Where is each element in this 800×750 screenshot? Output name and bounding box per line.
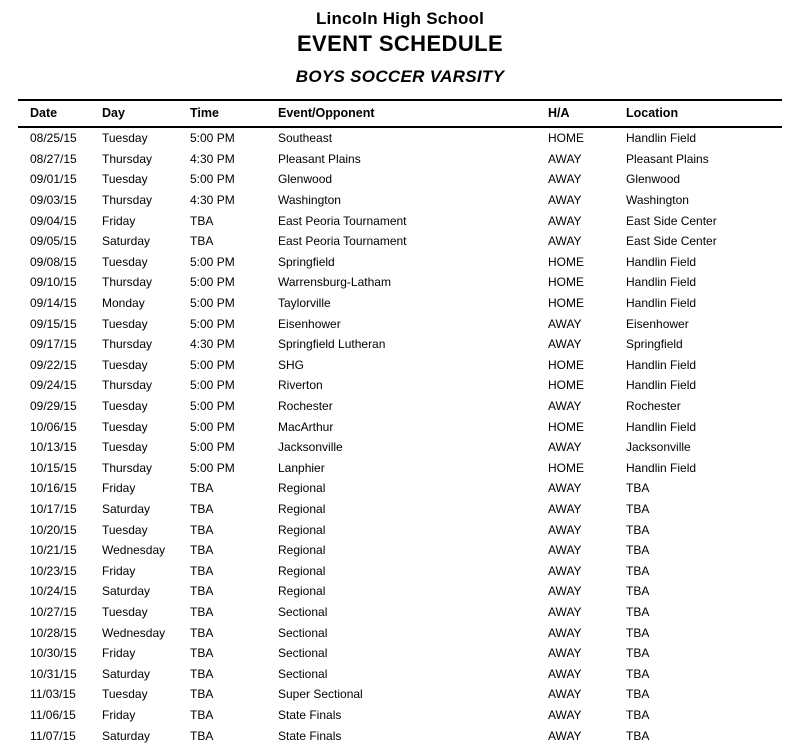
cell-time: 4:30 PM	[190, 193, 235, 208]
cell-day: Saturday	[102, 666, 151, 681]
cell-date: 09/14/15	[30, 296, 77, 311]
cell-ha: AWAY	[548, 172, 582, 187]
cell-day: Friday	[102, 646, 136, 661]
cell-day: Wednesday	[102, 543, 166, 558]
cell-date: 10/21/15	[30, 543, 77, 558]
cell-location: TBA	[626, 604, 650, 619]
cell-event: Glenwood	[278, 172, 333, 187]
cell-day: Friday	[102, 213, 136, 228]
cell-location: TBA	[626, 646, 650, 661]
table-row	[18, 458, 782, 479]
cell-time: 5:00 PM	[190, 460, 235, 475]
cell-event: Sectional	[278, 604, 328, 619]
cell-ha: AWAY	[548, 399, 582, 414]
cell-event: Sectional	[278, 666, 328, 681]
cell-location: TBA	[626, 501, 650, 516]
cell-ha: AWAY	[548, 646, 582, 661]
cell-ha: AWAY	[548, 213, 582, 228]
cell-event: Washington	[278, 193, 341, 208]
cell-ha: AWAY	[548, 193, 582, 208]
cell-day: Tuesday	[102, 440, 148, 455]
cell-day: Thursday	[102, 275, 153, 290]
cell-location: TBA	[626, 625, 650, 640]
cell-location: East Side Center	[626, 213, 717, 228]
cell-time: 5:00 PM	[190, 254, 235, 269]
cell-date: 10/27/15	[30, 604, 77, 619]
table-row	[18, 210, 782, 231]
table-row	[18, 128, 782, 149]
cell-event: Regional	[278, 481, 326, 496]
cell-day: Tuesday	[102, 316, 148, 331]
table-row	[18, 396, 782, 417]
cell-location: East Side Center	[626, 234, 717, 249]
cell-location: Handlin Field	[626, 460, 697, 475]
cell-date: 10/16/15	[30, 481, 77, 496]
column-header-event: Event/Opponent	[278, 106, 375, 120]
column-header-time: Time	[190, 106, 219, 120]
cell-location: Handlin Field	[626, 254, 697, 269]
cell-ha: AWAY	[548, 543, 582, 558]
table-row	[18, 725, 782, 746]
cell-date: 10/13/15	[30, 440, 77, 455]
cell-date: 10/15/15	[30, 460, 77, 475]
cell-day: Tuesday	[102, 604, 148, 619]
cell-time: TBA	[190, 625, 214, 640]
table-row	[18, 375, 782, 396]
cell-ha: AWAY	[548, 604, 582, 619]
cell-day: Thursday	[102, 151, 153, 166]
cell-ha: AWAY	[548, 440, 582, 455]
cell-time: TBA	[190, 234, 214, 249]
cell-day: Tuesday	[102, 419, 148, 434]
cell-date: 10/24/15	[30, 584, 77, 599]
cell-ha: AWAY	[548, 584, 582, 599]
table-row	[18, 540, 782, 561]
cell-event: Taylorville	[278, 296, 331, 311]
cell-day: Tuesday	[102, 131, 148, 146]
cell-location: Pleasant Plains	[626, 151, 709, 166]
cell-date: 11/06/15	[30, 707, 76, 722]
cell-location: Handlin Field	[626, 131, 697, 146]
cell-ha: HOME	[548, 378, 584, 393]
cell-time: 4:30 PM	[190, 151, 235, 166]
cell-ha: AWAY	[548, 337, 582, 352]
cell-event: Regional	[278, 522, 326, 537]
table-row	[18, 602, 782, 623]
table-row	[18, 416, 782, 437]
cell-location: Handlin Field	[626, 275, 697, 290]
cell-ha: HOME	[548, 296, 584, 311]
cell-event: Regional	[278, 501, 326, 516]
cell-day: Saturday	[102, 234, 151, 249]
table-row	[18, 499, 782, 520]
cell-location: TBA	[626, 522, 650, 537]
cell-time: 5:00 PM	[190, 172, 235, 187]
cell-location: Jacksonville	[626, 440, 691, 455]
cell-time: TBA	[190, 728, 214, 743]
table-header	[18, 101, 782, 128]
table-header-row	[18, 101, 782, 127]
cell-location: Handlin Field	[626, 378, 697, 393]
cell-date: 10/06/15	[30, 419, 77, 434]
cell-time: TBA	[190, 501, 214, 516]
cell-ha: AWAY	[548, 728, 582, 743]
cell-date: 10/30/15	[30, 646, 77, 661]
cell-date: 10/31/15	[30, 666, 77, 681]
cell-day: Thursday	[102, 378, 153, 393]
cell-time: TBA	[190, 604, 214, 619]
table-row	[18, 560, 782, 581]
cell-event: MacArthur	[278, 419, 334, 434]
cell-location: TBA	[626, 666, 650, 681]
cell-day: Monday	[102, 296, 145, 311]
cell-ha: HOME	[548, 275, 584, 290]
cell-date: 10/28/15	[30, 625, 77, 640]
cell-time: 5:00 PM	[190, 316, 235, 331]
cell-event: Pleasant Plains	[278, 151, 361, 166]
cell-event: Eisenhower	[278, 316, 341, 331]
cell-day: Thursday	[102, 337, 153, 352]
cell-day: Tuesday	[102, 399, 148, 414]
cell-time: TBA	[190, 707, 214, 722]
cell-time: 5:00 PM	[190, 399, 235, 414]
cell-time: TBA	[190, 584, 214, 599]
cell-date: 09/15/15	[30, 316, 77, 331]
cell-day: Saturday	[102, 501, 151, 516]
cell-day: Friday	[102, 481, 136, 496]
cell-ha: AWAY	[548, 687, 582, 702]
table-row	[18, 252, 782, 273]
cell-date: 09/08/15	[30, 254, 77, 269]
cell-date: 09/24/15	[30, 378, 77, 393]
cell-day: Tuesday	[102, 522, 148, 537]
table-row	[18, 643, 782, 664]
cell-location: TBA	[626, 728, 650, 743]
cell-location: Handlin Field	[626, 419, 697, 434]
page-title: EVENT SCHEDULE	[296, 31, 504, 56]
cell-day: Tuesday	[102, 357, 148, 372]
cell-time: 5:00 PM	[190, 275, 235, 290]
table-row	[18, 149, 782, 170]
cell-event: State Finals	[278, 728, 342, 743]
cell-time: 5:00 PM	[190, 419, 235, 434]
cell-day: Tuesday	[102, 687, 148, 702]
cell-ha: AWAY	[548, 707, 582, 722]
cell-date: 10/23/15	[30, 563, 77, 578]
cell-event: State Finals	[278, 707, 342, 722]
cell-location: Handlin Field	[626, 357, 697, 372]
cell-ha: AWAY	[548, 481, 582, 496]
cell-location: TBA	[626, 707, 650, 722]
cell-time: TBA	[190, 666, 214, 681]
cell-event: Springfield Lutheran	[278, 337, 386, 352]
cell-date: 09/29/15	[30, 399, 77, 414]
cell-ha: HOME	[548, 419, 584, 434]
table-row	[18, 684, 782, 705]
cell-event: Sectional	[278, 646, 328, 661]
table-body	[18, 128, 782, 746]
cell-location: TBA	[626, 687, 650, 702]
cell-event: Rochester	[278, 399, 333, 414]
cell-time: 5:00 PM	[190, 131, 235, 146]
cell-day: Saturday	[102, 728, 151, 743]
cell-event: Springfield	[278, 254, 335, 269]
table-row	[18, 437, 782, 458]
cell-time: TBA	[190, 646, 214, 661]
cell-ha: AWAY	[548, 666, 582, 681]
cell-ha: AWAY	[548, 625, 582, 640]
cell-event: Riverton	[278, 378, 323, 393]
column-header-date: Date	[30, 106, 58, 120]
cell-ha: AWAY	[548, 316, 582, 331]
table-row	[18, 231, 782, 252]
cell-date: 09/04/15	[30, 213, 77, 228]
table-row	[18, 272, 782, 293]
cell-event: Warrensburg-Latham	[278, 275, 391, 290]
cell-time: TBA	[190, 522, 214, 537]
cell-ha: HOME	[548, 460, 584, 475]
cell-event: Regional	[278, 584, 326, 599]
cell-date: 11/07/15	[30, 728, 76, 743]
sport-subtitle: BOYS SOCCER VARSITY	[295, 67, 505, 86]
table-row	[18, 478, 782, 499]
table-row	[18, 169, 782, 190]
document-header	[18, 0, 782, 88]
cell-date: 11/03/15	[30, 687, 76, 702]
cell-event: Regional	[278, 563, 326, 578]
cell-date: 09/17/15	[30, 337, 77, 352]
cell-date: 09/05/15	[30, 234, 77, 249]
table-row	[18, 705, 782, 726]
cell-time: 5:00 PM	[190, 378, 235, 393]
cell-ha: HOME	[548, 131, 584, 146]
cell-time: 5:00 PM	[190, 296, 235, 311]
cell-ha: AWAY	[548, 522, 582, 537]
cell-location: Springfield	[626, 337, 683, 352]
cell-event: Lanphier	[278, 460, 325, 475]
cell-ha: HOME	[548, 357, 584, 372]
cell-time: TBA	[190, 481, 214, 496]
cell-event: Jacksonville	[278, 440, 343, 455]
table-row	[18, 581, 782, 602]
cell-location: Washington	[626, 193, 689, 208]
cell-day: Tuesday	[102, 172, 148, 187]
table-row	[18, 313, 782, 334]
cell-day: Tuesday	[102, 254, 148, 269]
cell-date: 10/20/15	[30, 522, 77, 537]
column-header-location: Location	[626, 106, 679, 120]
cell-event: Southeast	[278, 131, 333, 146]
table-row	[18, 622, 782, 643]
table-row	[18, 293, 782, 314]
table-row	[18, 190, 782, 211]
cell-date: 09/03/15	[30, 193, 77, 208]
cell-date: 08/25/15	[30, 131, 77, 146]
table-row	[18, 334, 782, 355]
cell-location: TBA	[626, 584, 650, 599]
cell-day: Thursday	[102, 460, 153, 475]
cell-location: TBA	[626, 563, 650, 578]
cell-ha: HOME	[548, 254, 584, 269]
cell-time: 5:00 PM	[190, 357, 235, 372]
cell-location: Glenwood	[626, 172, 681, 187]
cell-event: East Peoria Tournament	[278, 213, 407, 228]
cell-ha: AWAY	[548, 151, 582, 166]
school-name: Lincoln High School	[315, 9, 485, 28]
cell-location: TBA	[626, 543, 650, 558]
cell-location: Eisenhower	[626, 316, 689, 331]
column-header-day: Day	[102, 106, 125, 120]
cell-location: Handlin Field	[626, 296, 697, 311]
cell-time: 5:00 PM	[190, 440, 235, 455]
cell-ha: AWAY	[548, 234, 582, 249]
cell-event: SHG	[278, 357, 305, 372]
table-row	[18, 519, 782, 540]
cell-day: Saturday	[102, 584, 151, 599]
cell-day: Wednesday	[102, 625, 166, 640]
cell-day: Friday	[102, 707, 136, 722]
cell-event: Sectional	[278, 625, 328, 640]
cell-time: TBA	[190, 687, 214, 702]
cell-time: TBA	[190, 543, 214, 558]
cell-location: TBA	[626, 481, 650, 496]
cell-date: 09/22/15	[30, 357, 77, 372]
cell-event: East Peoria Tournament	[278, 234, 407, 249]
cell-event: Regional	[278, 543, 326, 558]
cell-day: Friday	[102, 563, 136, 578]
cell-location: Rochester	[626, 399, 681, 414]
cell-event: Super Sectional	[278, 687, 363, 702]
cell-ha: AWAY	[548, 501, 582, 516]
column-header-ha: H/A	[548, 106, 570, 120]
schedule-table	[18, 101, 782, 746]
table-row	[18, 663, 782, 684]
cell-date: 09/01/15	[30, 172, 77, 187]
cell-time: TBA	[190, 213, 214, 228]
cell-time: TBA	[190, 563, 214, 578]
cell-date: 08/27/15	[30, 151, 77, 166]
cell-time: 4:30 PM	[190, 337, 235, 352]
cell-date: 09/10/15	[30, 275, 77, 290]
table-row	[18, 355, 782, 376]
cell-ha: AWAY	[548, 563, 582, 578]
cell-day: Thursday	[102, 193, 153, 208]
cell-date: 10/17/15	[30, 501, 77, 516]
